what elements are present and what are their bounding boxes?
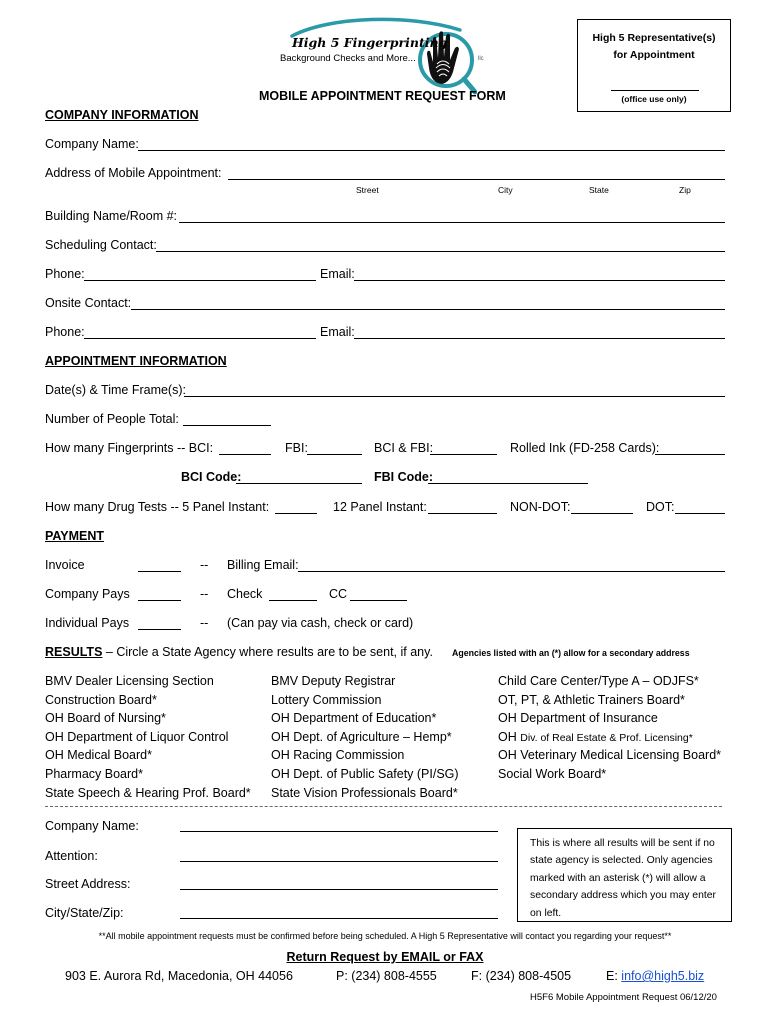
invoice-dash: -- bbox=[200, 558, 209, 572]
address-field[interactable] bbox=[228, 179, 725, 180]
agency-option[interactable]: BMV Deputy Registrar bbox=[271, 674, 396, 688]
building-field[interactable] bbox=[179, 222, 725, 223]
footer-address: 903 E. Aurora Rd, Macedonia, OH 44056 bbox=[65, 969, 293, 983]
drug-tests-label: How many Drug Tests -- 5 Panel Instant: bbox=[45, 500, 270, 514]
dot-label: DOT: bbox=[646, 500, 675, 514]
address-label: Address of Mobile Appointment: bbox=[45, 166, 222, 180]
agency-option[interactable]: OH Dept. of Agriculture – Hemp* bbox=[271, 729, 452, 744]
cc-field[interactable] bbox=[350, 600, 407, 601]
footer-email-link[interactable]: info@high5.biz bbox=[621, 969, 705, 983]
fbi-label: FBI: bbox=[285, 441, 308, 455]
zip-caption: Zip bbox=[679, 185, 691, 195]
street-address-label: Street Address: bbox=[45, 877, 131, 891]
company-pays-field[interactable] bbox=[138, 600, 181, 601]
company-info-heading: COMPANY INFORMATION bbox=[45, 108, 199, 122]
dates-label: Date(s) & Time Frame(s): bbox=[45, 383, 186, 397]
phone2-label: Phone: bbox=[45, 325, 85, 339]
email2-label: Email: bbox=[320, 325, 355, 339]
results-line bbox=[45, 645, 433, 660]
agency-option[interactable]: BMV Dealer Licensing Section bbox=[45, 674, 214, 688]
company-pays-dash: -- bbox=[200, 587, 209, 601]
agency-option[interactable]: OH Dept. of Public Safety (PI/SG) bbox=[271, 766, 459, 781]
fingerprints-bci-field[interactable] bbox=[219, 454, 271, 455]
agency-option[interactable]: OH Department of Insurance bbox=[498, 711, 658, 726]
street-address-field[interactable] bbox=[180, 889, 498, 890]
email-field[interactable] bbox=[354, 280, 725, 281]
secondary-info-box bbox=[517, 828, 732, 922]
footer-email bbox=[606, 969, 704, 984]
agency-option[interactable]: OH Board of Nursing* bbox=[45, 711, 166, 726]
agencies-note: Agencies listed with an (*) allow for a secondary address bbox=[452, 648, 690, 658]
non-dot-field[interactable] bbox=[571, 513, 633, 514]
dates-field[interactable] bbox=[184, 396, 725, 397]
dot-field[interactable] bbox=[675, 513, 725, 514]
email-label: Email: bbox=[320, 267, 355, 281]
rolled-ink-label: Rolled Ink (FD-258 Cards): bbox=[510, 441, 660, 455]
office-box-signature-line[interactable] bbox=[611, 90, 699, 91]
footer-phone: P: (234) 808-4555 bbox=[336, 969, 437, 983]
billing-email-field[interactable] bbox=[298, 571, 725, 572]
agency-option[interactable]: OH Racing Commission bbox=[271, 748, 405, 763]
building-label: Building Name/Room #: bbox=[45, 209, 178, 223]
phone-field[interactable] bbox=[84, 280, 316, 281]
form-title: MOBILE APPOINTMENT REQUEST FORM bbox=[259, 89, 506, 103]
billing-email-label: Billing Email: bbox=[227, 558, 299, 572]
pay-note: (Can pay via cash, check or card) bbox=[227, 616, 414, 630]
agency-column-3 bbox=[498, 672, 721, 784]
street-caption: Street bbox=[356, 185, 379, 195]
secondary-info-text: This is where all results will be sent if no state agency is selected. Only agencies marked with an asterisk (*) will allow a secondary address which you may enter on left. bbox=[530, 838, 716, 919]
invoice-label: Invoice bbox=[45, 558, 85, 572]
logo bbox=[270, 14, 500, 94]
company-name-label: Company Name: bbox=[45, 137, 139, 151]
office-box-note: (office use only) bbox=[621, 94, 687, 104]
real-estate-prefix: OH bbox=[498, 729, 521, 744]
results-heading: RESULTS bbox=[45, 645, 103, 659]
attention-label: Attention: bbox=[45, 849, 98, 863]
fbi-code-field[interactable] bbox=[428, 483, 588, 484]
phone2-field[interactable] bbox=[84, 338, 316, 339]
office-box-title-2: for Appointment bbox=[613, 49, 695, 61]
rolled-ink-field[interactable] bbox=[655, 454, 725, 455]
secondary-company-name-label: Company Name: bbox=[45, 819, 139, 833]
dotted-separator bbox=[45, 806, 722, 807]
payment-heading: PAYMENT bbox=[45, 529, 105, 543]
people-label: Number of People Total: bbox=[45, 412, 179, 426]
onsite-contact-field[interactable] bbox=[131, 309, 725, 310]
logo-tagline: Background Checks and More... bbox=[280, 53, 416, 64]
agency-option[interactable]: State Vision Professionals Board* bbox=[271, 785, 458, 800]
company-name-field[interactable] bbox=[138, 150, 725, 151]
real-estate-rest: Div. of Real Estate & Prof. Licensing* bbox=[520, 731, 693, 744]
footer-fax: F: (234) 808-4505 bbox=[471, 969, 572, 983]
phone-label: Phone: bbox=[45, 267, 85, 281]
results-instruction: – Circle a State Agency where results are to be sent, if any. bbox=[102, 645, 433, 659]
return-heading: Return Request by EMAIL or FAX bbox=[286, 950, 484, 964]
agency-option-real-estate[interactable] bbox=[498, 728, 721, 747]
agency-option[interactable]: Lottery Commission bbox=[271, 692, 382, 707]
individual-pays-dash: -- bbox=[200, 616, 209, 630]
secondary-company-name-field[interactable] bbox=[180, 831, 498, 832]
scheduling-contact-label: Scheduling Contact: bbox=[45, 238, 157, 252]
company-pays-label: Company Pays bbox=[45, 587, 130, 601]
agency-option[interactable]: Social Work Board* bbox=[498, 766, 607, 781]
people-field[interactable] bbox=[183, 425, 271, 426]
agency-option[interactable]: OH Department of Education* bbox=[271, 711, 437, 726]
state-caption: State bbox=[589, 185, 609, 195]
agency-option[interactable]: Construction Board* bbox=[45, 692, 157, 707]
check-field[interactable] bbox=[269, 600, 317, 601]
logo-brand: High 5 Fingerprinting bbox=[292, 35, 448, 50]
city-state-zip-field[interactable] bbox=[180, 918, 498, 919]
panel12-label: 12 Panel Instant: bbox=[333, 500, 427, 514]
invoice-field[interactable] bbox=[138, 571, 181, 572]
bci-code-field[interactable] bbox=[236, 483, 362, 484]
logo-mark: llc bbox=[478, 56, 484, 62]
city-caption: City bbox=[498, 185, 513, 195]
fbi-field[interactable] bbox=[307, 454, 362, 455]
agency-option[interactable]: OH Veterinary Medical Licensing Board* bbox=[498, 748, 722, 763]
email2-field[interactable] bbox=[354, 338, 725, 339]
bci-code-label: BCI Code: bbox=[181, 470, 242, 484]
non-dot-label: NON-DOT: bbox=[510, 500, 571, 514]
office-use-box bbox=[577, 19, 731, 112]
individual-pays-label: Individual Pays bbox=[45, 616, 130, 630]
cc-label: CC bbox=[329, 587, 348, 601]
fbi-code-label: FBI Code: bbox=[374, 470, 434, 484]
appointment-info-heading: APPOINTMENT INFORMATION bbox=[45, 354, 227, 368]
agency-option[interactable]: OH Department of Liquor Control bbox=[45, 729, 229, 744]
agency-option[interactable]: OT, PT, & Athletic Trainers Board* bbox=[498, 692, 685, 707]
confirm-note: **All mobile appointment requests must be confirmed before being scheduled. A High 5 Representative will contact you regarding your request** bbox=[98, 931, 672, 941]
bci-fbi-label: BCI & FBI: bbox=[374, 441, 434, 455]
individual-pays-field[interactable] bbox=[138, 629, 181, 630]
office-box-title-1: High 5 Representative(s) bbox=[592, 32, 716, 44]
city-state-zip-label: City/State/Zip: bbox=[45, 906, 124, 920]
attention-field[interactable] bbox=[180, 861, 498, 862]
form-id: H5F6 Mobile Appointment Request 06/12/20 bbox=[530, 992, 717, 1003]
fingerprints-bci-label: How many Fingerprints -- BCI: bbox=[45, 441, 214, 455]
agency-option[interactable]: Child Care Center/Type A – ODJFS* bbox=[498, 674, 699, 688]
agency-option[interactable]: Pharmacy Board* bbox=[45, 766, 143, 781]
footer-email-label: E: bbox=[606, 969, 622, 983]
drug-tests-5panel-field[interactable] bbox=[275, 513, 317, 514]
onsite-contact-label: Onsite Contact: bbox=[45, 296, 132, 310]
bci-fbi-field[interactable] bbox=[430, 454, 497, 455]
scheduling-contact-field[interactable] bbox=[156, 251, 725, 252]
agency-option[interactable]: State Speech & Hearing Prof. Board* bbox=[45, 785, 251, 800]
agency-option[interactable]: OH Medical Board* bbox=[45, 748, 152, 763]
panel12-field[interactable] bbox=[428, 513, 497, 514]
agency-column-2 bbox=[271, 672, 459, 802]
agency-column-1 bbox=[45, 672, 251, 802]
check-label: Check bbox=[227, 587, 263, 601]
